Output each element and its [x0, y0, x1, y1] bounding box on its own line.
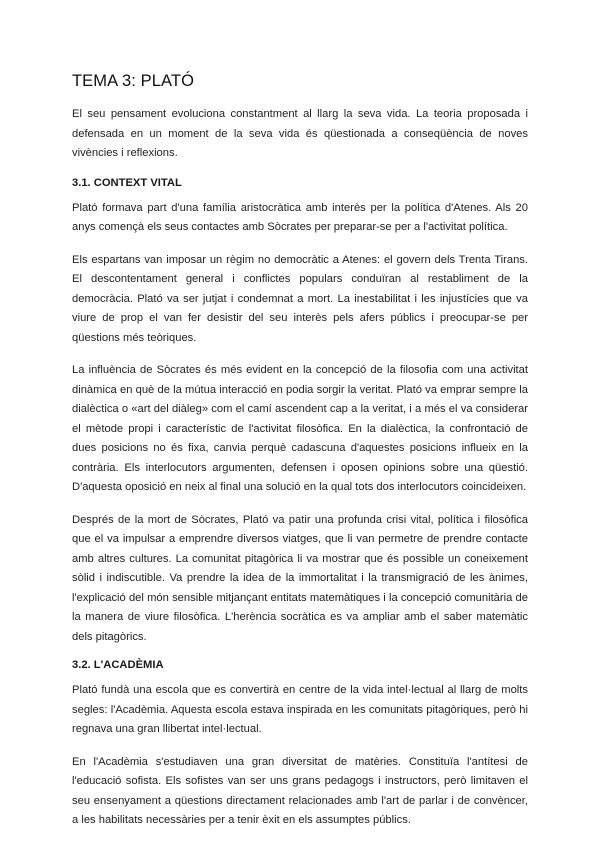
page-title: TEMA 3: PLATÓ: [72, 72, 195, 90]
section-heading: 3.2. L'ACADÈMIA: [72, 659, 164, 671]
intro-paragraph: El seu pensament evoluciona constantment al llarg la seva vida. La teoria proposada i defensada en un moment de la seva vida és qüestionada a conseqüència de noves vivències i reflexions.: [72, 108, 528, 159]
section-context-vital: [72, 177, 528, 648]
paragraph: Després de la mort de Sòcrates, Plató va patir una profunda crisi vital, política i filosòfica que el va impulsar a emprendre diversos viatges, que li van permetre de prendre contacte amb altres cultures. La comunitat pitagòrica li va mostrar que és possible un coneixement sòlid i indiscutible. Va prendre la idea de la immortalitat i la transmigració de les ànimes, l'explicació del món sensible mitjançant entitats matemàtiques i la concepció comunitària de la manera de viure filosòfica. L'herència socràtica es va ampliar amb el saber matemàtic dels pitagòrics.: [72, 513, 528, 643]
paragraph: La influència de Sòcrates és més evident en la concepció de la filosofia com una activitat dinàmica en què de la mútua interacció en podia sorgir la veritat. Plató va emprar sempre la dialèctica o «art del diàleg» com el camí ascendent cap a la veritat, i a més el va considerar el mètode propi i característic de l'activitat filosòfica. En la dialèctica, la confrontació de dues posicions no és fixa, canvia perquè cadascuna d'aquestes posicions influeix en la contrària. Els interlocutors argumenten, defensen i oposen opinions sobre una qüestió. D'aquesta oposició en neix al final una solució en la qual tots dos interlocutors coincideixen.: [72, 364, 528, 493]
section-academia: [72, 659, 528, 831]
paragraph: Els espartans van imposar un règim no democràtic a Atenes: el govern dels Trenta Tirans. El descontentament general i conflictes populars conduïran al restabliment de la democràcia. Plató va ser jutjat i condemnat a mort. La inestabilitat i les injustícies que va viure de prop el van fer desistir del seu interès pels afers públics i preocupar-se per qüestions més teòriques.: [72, 253, 528, 344]
paragraph: Plató formava part d'una família aristocràtica amb interès per la política d'Atenes. Als 20 anys començà els seus contactes amb Sòcrates per preparar-se per a l'activitat política.: [72, 201, 528, 233]
paragraph: En l'Acadèmia s'estudiaven una gran diversitat de matèries. Constituïa l'antítesi de l'educació sofista. Els sofistes van ser uns grans pedagogs i instructors, però limitaven el seu ensenyament a qüestions directament relacionades amb l'art de parlar i de convèncer, a les habilitats necessàries per a tenir èxit en els assumptes públics.: [72, 755, 528, 826]
section-heading: 3.1. CONTEXT VITAL: [72, 176, 182, 189]
paragraph: Plató fundà una escola que es convertirà en centre de la vida intel·lectual al llarg de molts segles: l'Acadèmia. Aquesta escola estava inspirada en les comunitats pitagòriques, però hi regnava una gran llibertat intel·lectual.: [72, 684, 528, 735]
